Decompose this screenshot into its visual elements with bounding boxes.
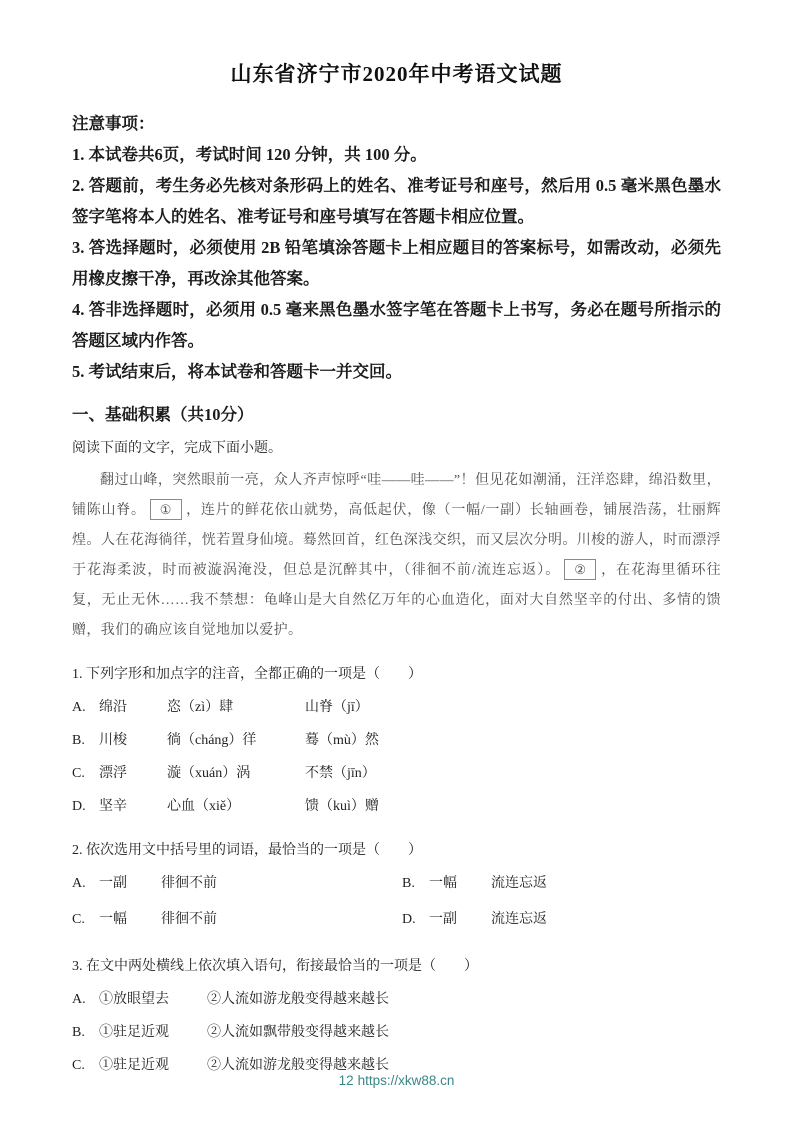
notice-item-4: 4. 答非选择题时，必须用 0.5 毫来黑色墨水签字笔在答题卡上书写，务必在题号所指示的答题区域内作答。	[72, 300, 721, 350]
option-word: 漩（xuán）涡	[167, 766, 251, 781]
option-word: 流连忘返	[491, 876, 547, 891]
notice-heading: 注意事项：	[72, 114, 155, 133]
question-2-option-d	[402, 905, 721, 935]
option-word: 一副	[429, 912, 457, 927]
page-number: 12	[338, 1073, 354, 1088]
option-clause-1: ①驻足近观	[99, 1025, 169, 1040]
question-2-option-c	[72, 905, 402, 935]
option-word: 坚辛	[99, 799, 127, 814]
option-clause-2: ②人流如飘带般变得越来越长	[207, 1025, 389, 1040]
notice-section	[72, 108, 721, 387]
question-2-option-b	[402, 869, 721, 899]
option-label: B.	[72, 733, 85, 748]
option-label: C.	[72, 1058, 85, 1073]
page-footer	[0, 1073, 793, 1088]
notice-item-3: 3. 答选择题时，必须使用 2B 铅笔填涂答题卡上相应题目的答案标号，如需改动，必须先用橡皮擦干净，再改涂其他答案。	[72, 238, 721, 288]
option-word: 恣（zì）肆	[167, 700, 234, 715]
page-title: 山东省济宁市2020年中考语文试题	[230, 62, 563, 86]
option-clause-2: ②人流如游龙般变得越来越长	[207, 1058, 389, 1073]
question-2	[72, 836, 721, 938]
footer-url: https://xkw88.cn	[357, 1073, 455, 1088]
option-word: 不禁（jīn）	[305, 766, 376, 781]
section-1-heading: 一、基础积累（共10分）	[72, 405, 254, 424]
option-word: 一幅	[429, 876, 457, 891]
question-1-option-d	[72, 792, 721, 822]
option-label: A.	[72, 876, 86, 891]
option-label: A.	[72, 700, 86, 715]
passage-part-2: ，连片的鲜花依山就势，高低起伏，像（一幅/一副）长轴画卷，铺展浩荡，壮丽辉煌。人在花海徜徉，恍若置身仙境。蓦然回首，红色深浅交织，而又层次分明。川梭的游人，时而漂浮于花海柔波，时而被漩涡淹没，但总是沉醉其中，（徘徊不前/流连忘返）。	[72, 503, 722, 578]
option-word: 徘徊不前	[161, 912, 217, 927]
option-label: C.	[72, 766, 85, 781]
option-label: A.	[72, 992, 86, 1007]
question-2-option-a	[72, 869, 402, 899]
option-clause-1: ①放眼望去	[99, 992, 169, 1007]
option-word: 流连忘返	[491, 912, 547, 927]
question-2-options	[72, 866, 721, 938]
notice-item-2: 2. 答题前，考生务必先核对条形码上的姓名、准考证号和座号，然后用 0.5 毫米黑色墨水签字笔将本人的姓名、准考证号和座号填写在答题卡相应位置。	[72, 176, 721, 226]
blank-2-box: ②	[564, 559, 596, 580]
option-label: C.	[72, 912, 85, 927]
question-2-stem: 2. 依次选用文中括号里的词语，最恰当的一项是（ ）	[72, 843, 422, 858]
reading-passage	[72, 466, 721, 646]
option-word: 川梭	[99, 733, 127, 748]
question-3	[72, 952, 721, 1081]
question-1-option-a	[72, 693, 721, 723]
passage-part-1: 翻过山峰，突然眼前一亮，众人齐声惊呼“哇——哇——”！但见花如潮涌，汪洋恣肆，绵沿数里，铺陈山脊。	[72, 473, 721, 518]
option-label: B.	[72, 1025, 85, 1040]
question-1-stem: 1. 下列字形和加点字的注音，全都正确的一项是（ ）	[72, 667, 422, 682]
option-word: 一副	[99, 876, 127, 891]
option-word: 蓦（mù）然	[305, 733, 379, 748]
question-3-option-b	[72, 1018, 721, 1048]
question-3-stem: 3. 在文中两处横线上依次填入语句，衔接最恰当的一项是（ ）	[72, 959, 478, 974]
question-1	[72, 660, 721, 822]
question-3-option-a	[72, 985, 721, 1015]
option-label: D.	[402, 912, 416, 927]
option-label: B.	[402, 876, 415, 891]
notice-item-1: 1. 本试卷共6页，考试时间 120 分钟，共 100 分。	[72, 145, 427, 164]
option-clause-1: ①驻足近观	[99, 1058, 169, 1073]
question-1-option-b	[72, 726, 721, 756]
notice-item-5: 5. 考试结束后，将本试卷和答题卡一并交回。	[72, 362, 402, 381]
option-label: D.	[72, 799, 86, 814]
option-word: 馈（kuì）赠	[305, 799, 379, 814]
question-1-option-c	[72, 759, 721, 789]
passage-part-3: ，在花海里循环往复，无止无休……我不禁想：龟峰山是大自然亿万年的心血造化，面对大自然坚辛的付出、多情的馈赠，我们的确应该自觉地加以爱护。	[72, 563, 721, 638]
option-word: 徜（cháng）徉	[167, 733, 257, 748]
option-word: 一幅	[99, 912, 127, 927]
passage-intro: 阅读下面的文字，完成下面小题。	[72, 441, 282, 456]
option-word: 心血（xiě）	[167, 799, 241, 814]
option-word: 山脊（jī）	[305, 700, 369, 715]
option-clause-2: ②人流如游龙般变得越来越长	[207, 992, 389, 1007]
option-word: 漂浮	[99, 766, 127, 781]
blank-1-box: ①	[150, 499, 182, 520]
option-word: 绵沿	[99, 700, 127, 715]
option-word: 徘徊不前	[161, 876, 217, 891]
